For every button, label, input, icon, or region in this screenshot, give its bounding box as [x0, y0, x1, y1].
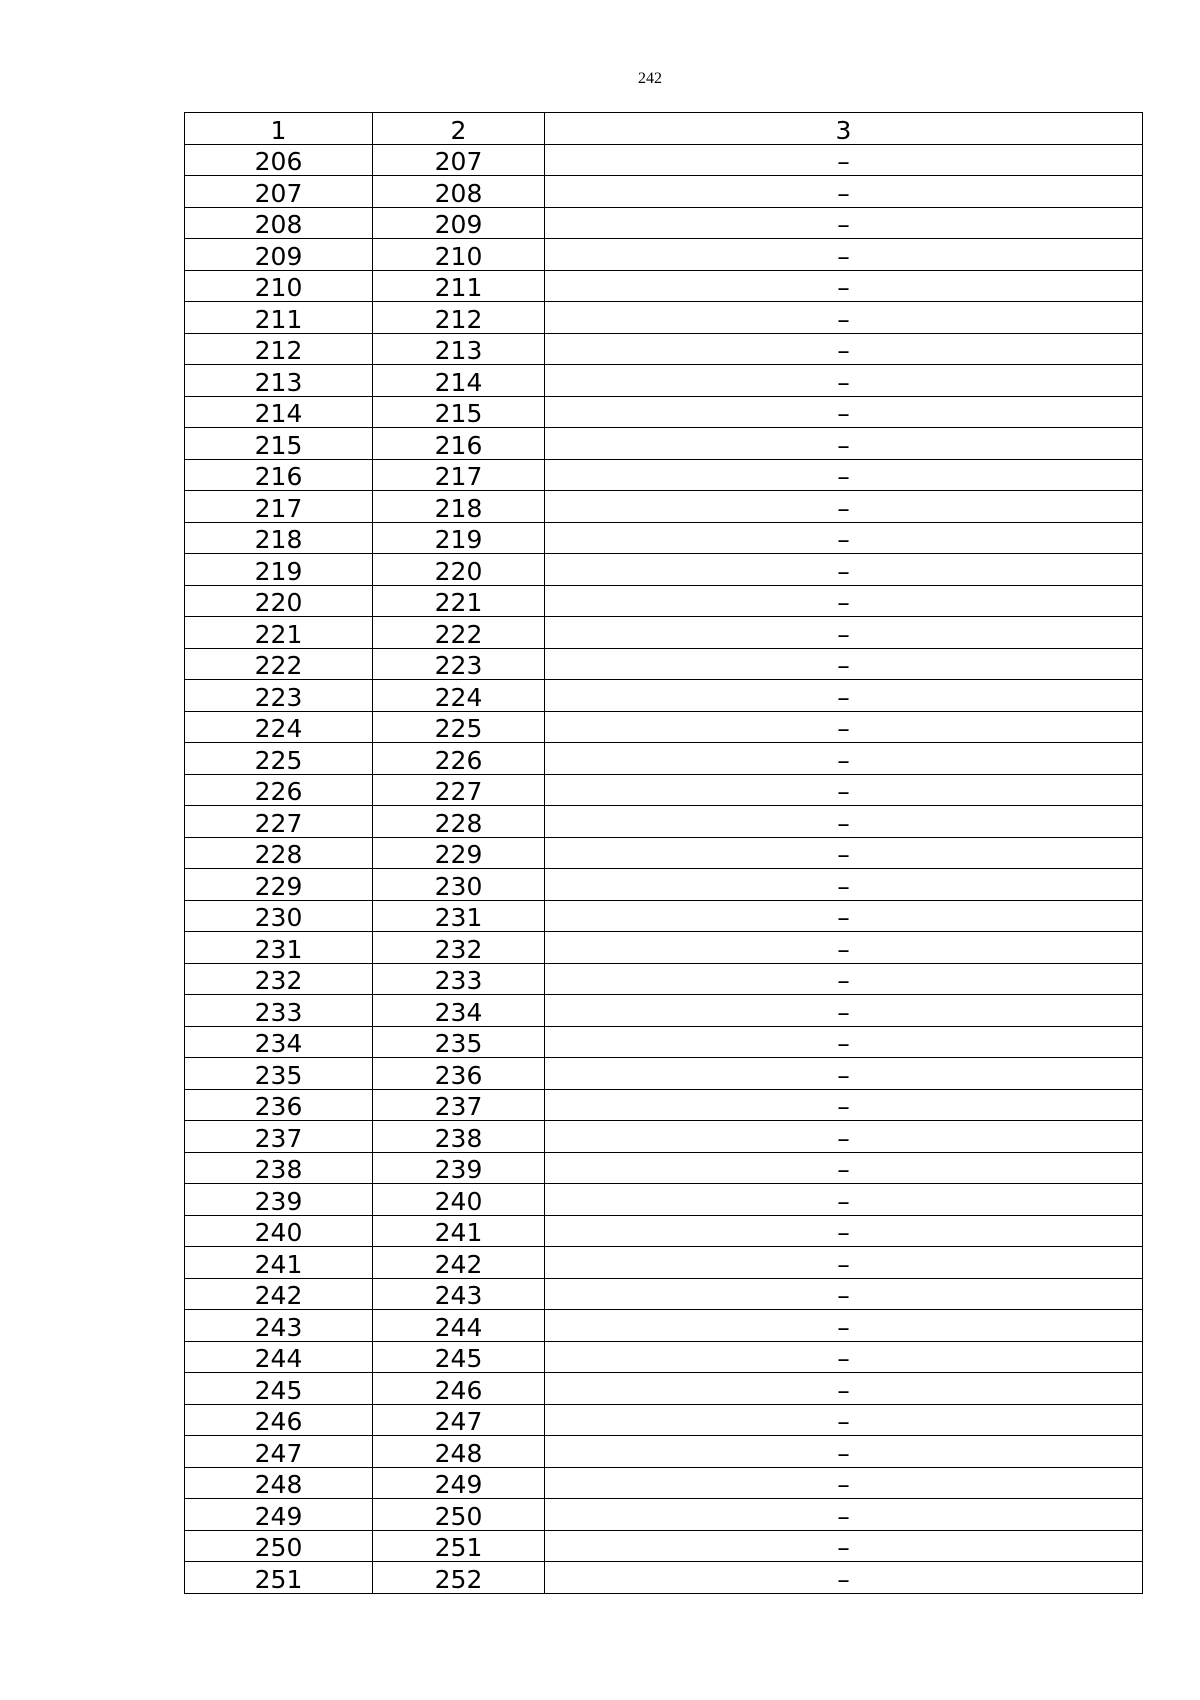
table-cell-col1: 216: [185, 459, 373, 491]
table-cell-col1: 236: [185, 1089, 373, 1121]
table-cell-col3: –: [545, 459, 1143, 491]
table-cell-col3: –: [545, 1499, 1143, 1531]
table-row: [185, 806, 1143, 838]
table-row: [185, 680, 1143, 712]
table-cell-col3: –: [545, 1310, 1143, 1342]
table-cell-col1: 209: [185, 239, 373, 271]
table-cell-col2: 233: [373, 963, 545, 995]
table-cell-col2: 212: [373, 302, 545, 334]
table-cell-col2: 236: [373, 1058, 545, 1090]
table-cell-col3: –: [545, 1562, 1143, 1594]
table-header: [185, 113, 1143, 145]
table-cell-col1: 215: [185, 428, 373, 460]
table-cell-col2: 244: [373, 1310, 545, 1342]
table-row: [185, 711, 1143, 743]
table-row: [185, 239, 1143, 271]
table-row: [185, 932, 1143, 964]
table-cell-col1: 243: [185, 1310, 373, 1342]
table-cell-col3: –: [545, 837, 1143, 869]
table-cell-col3: –: [545, 711, 1143, 743]
table-cell-col2: 251: [373, 1530, 545, 1562]
table-cell-col1: 218: [185, 522, 373, 554]
table-row: [185, 1373, 1143, 1405]
table-row: [185, 491, 1143, 523]
table-cell-col2: 235: [373, 1026, 545, 1058]
column-header-1: 1: [185, 113, 373, 145]
table-row: [185, 837, 1143, 869]
table-cell-col2: 239: [373, 1152, 545, 1184]
table-cell-col3: –: [545, 333, 1143, 365]
table-cell-col1: 211: [185, 302, 373, 334]
table-cell-col2: 208: [373, 176, 545, 208]
table-cell-col2: 214: [373, 365, 545, 397]
table-cell-col2: 217: [373, 459, 545, 491]
table-cell-col3: –: [545, 995, 1143, 1027]
table-row: [185, 459, 1143, 491]
table-cell-col2: 241: [373, 1215, 545, 1247]
table-cell-col2: 223: [373, 648, 545, 680]
table-cell-col1: 239: [185, 1184, 373, 1216]
table-cell-col3: –: [545, 302, 1143, 334]
table-cell-col1: 207: [185, 176, 373, 208]
table-row: [185, 1310, 1143, 1342]
table-cell-col1: 248: [185, 1467, 373, 1499]
table-cell-col2: 227: [373, 774, 545, 806]
table-header-row: [185, 113, 1143, 145]
table-row: [185, 1121, 1143, 1153]
table-cell-col3: –: [545, 1058, 1143, 1090]
table-cell-col1: 229: [185, 869, 373, 901]
table-cell-col1: 240: [185, 1215, 373, 1247]
table-cell-col2: 228: [373, 806, 545, 838]
table-cell-col3: –: [545, 680, 1143, 712]
table-cell-col1: 232: [185, 963, 373, 995]
table-cell-col3: –: [545, 900, 1143, 932]
table-cell-col1: 238: [185, 1152, 373, 1184]
table-cell-col3: –: [545, 869, 1143, 901]
table-row: [185, 995, 1143, 1027]
table-cell-col2: 247: [373, 1404, 545, 1436]
table-cell-col1: 231: [185, 932, 373, 964]
table-cell-col1: 206: [185, 144, 373, 176]
table-row: [185, 554, 1143, 586]
table-cell-col2: 209: [373, 207, 545, 239]
table-cell-col1: 225: [185, 743, 373, 775]
table-row: [185, 1278, 1143, 1310]
table-row: [185, 585, 1143, 617]
table-cell-col3: –: [545, 1089, 1143, 1121]
table-row: [185, 522, 1143, 554]
table-row: [185, 1341, 1143, 1373]
table-row: [185, 1184, 1143, 1216]
column-header-3: 3: [545, 113, 1143, 145]
table-cell-col1: 251: [185, 1562, 373, 1594]
table-cell-col3: –: [545, 806, 1143, 838]
table-row: [185, 396, 1143, 428]
table-cell-col3: –: [545, 396, 1143, 428]
page-number: 242: [638, 70, 662, 87]
table-row: [185, 365, 1143, 397]
table-cell-col1: 217: [185, 491, 373, 523]
table-cell-col2: 242: [373, 1247, 545, 1279]
table-cell-col1: 250: [185, 1530, 373, 1562]
table-cell-col3: –: [545, 1247, 1143, 1279]
table-cell-col1: 219: [185, 554, 373, 586]
table-cell-col1: 244: [185, 1341, 373, 1373]
table-cell-col3: –: [545, 1152, 1143, 1184]
table-row: [185, 176, 1143, 208]
table-cell-col2: 229: [373, 837, 545, 869]
table-cell-col1: 223: [185, 680, 373, 712]
table-cell-col3: –: [545, 1436, 1143, 1468]
table-cell-col3: –: [545, 585, 1143, 617]
table-cell-col1: 220: [185, 585, 373, 617]
table-row: [185, 333, 1143, 365]
table-row: [185, 1026, 1143, 1058]
table-row: [185, 1499, 1143, 1531]
table-cell-col1: 249: [185, 1499, 373, 1531]
table-cell-col1: 234: [185, 1026, 373, 1058]
table-cell-col1: 227: [185, 806, 373, 838]
table-cell-col2: 215: [373, 396, 545, 428]
table-row: [185, 743, 1143, 775]
table-cell-col3: –: [545, 932, 1143, 964]
table-cell-col3: –: [545, 176, 1143, 208]
table-cell-col3: –: [545, 270, 1143, 302]
table-cell-col3: –: [545, 1467, 1143, 1499]
table-cell-col2: 249: [373, 1467, 545, 1499]
table-cell-col3: –: [545, 207, 1143, 239]
table-cell-col1: 226: [185, 774, 373, 806]
table-cell-col1: 237: [185, 1121, 373, 1153]
table-cell-col2: 220: [373, 554, 545, 586]
table-cell-col2: 221: [373, 585, 545, 617]
table-cell-col1: 213: [185, 365, 373, 397]
table-cell-col1: 228: [185, 837, 373, 869]
table-cell-col2: 211: [373, 270, 545, 302]
table-cell-col1: 224: [185, 711, 373, 743]
table-row: [185, 1530, 1143, 1562]
table-cell-col3: –: [545, 1278, 1143, 1310]
table-row: [185, 869, 1143, 901]
table-cell-col2: 226: [373, 743, 545, 775]
table-row: [185, 1436, 1143, 1468]
table-cell-col3: –: [545, 1373, 1143, 1405]
table-cell-col2: 224: [373, 680, 545, 712]
table-cell-col2: 210: [373, 239, 545, 271]
table-cell-col2: 225: [373, 711, 545, 743]
table-cell-col2: 240: [373, 1184, 545, 1216]
data-table: [184, 112, 1143, 1594]
table-cell-col2: 250: [373, 1499, 545, 1531]
table-row: [185, 1058, 1143, 1090]
table-cell-col3: –: [545, 365, 1143, 397]
table-cell-col2: 245: [373, 1341, 545, 1373]
table-cell-col2: 232: [373, 932, 545, 964]
table-cell-col2: 222: [373, 617, 545, 649]
table-cell-col1: 222: [185, 648, 373, 680]
table-cell-col3: –: [545, 554, 1143, 586]
table-row: [185, 1247, 1143, 1279]
table-cell-col3: –: [545, 1026, 1143, 1058]
table-row: [185, 1404, 1143, 1436]
table-cell-col3: –: [545, 239, 1143, 271]
table-cell-col1: 221: [185, 617, 373, 649]
table-cell-col2: 230: [373, 869, 545, 901]
table-cell-col3: –: [545, 743, 1143, 775]
table-cell-col3: –: [545, 491, 1143, 523]
table-cell-col1: 214: [185, 396, 373, 428]
table-cell-col3: –: [545, 963, 1143, 995]
table-row: [185, 428, 1143, 460]
table-cell-col2: 234: [373, 995, 545, 1027]
table-cell-col3: –: [545, 1341, 1143, 1373]
table-cell-col3: –: [545, 522, 1143, 554]
table-cell-col2: 219: [373, 522, 545, 554]
table-cell-col3: –: [545, 774, 1143, 806]
table-body: [185, 144, 1143, 1593]
table-row: [185, 648, 1143, 680]
table-cell-col2: 231: [373, 900, 545, 932]
table-cell-col3: –: [545, 1215, 1143, 1247]
table-row: [185, 1215, 1143, 1247]
table-cell-col2: 213: [373, 333, 545, 365]
table-row: [185, 207, 1143, 239]
table-cell-col3: –: [545, 144, 1143, 176]
table-cell-col1: 210: [185, 270, 373, 302]
table-cell-col1: 235: [185, 1058, 373, 1090]
table-cell-col2: 246: [373, 1373, 545, 1405]
table-cell-col1: 242: [185, 1278, 373, 1310]
table-cell-col1: 208: [185, 207, 373, 239]
table-row: [185, 963, 1143, 995]
table-cell-col1: 212: [185, 333, 373, 365]
table-cell-col2: 243: [373, 1278, 545, 1310]
table-row: [185, 1089, 1143, 1121]
table-row: [185, 617, 1143, 649]
table-row: [185, 1467, 1143, 1499]
table-cell-col2: 237: [373, 1089, 545, 1121]
table-cell-col1: 246: [185, 1404, 373, 1436]
table-row: [185, 1562, 1143, 1594]
table-cell-col2: 216: [373, 428, 545, 460]
table-row: [185, 774, 1143, 806]
table-cell-col1: 241: [185, 1247, 373, 1279]
table-row: [185, 1152, 1143, 1184]
table-cell-col2: 207: [373, 144, 545, 176]
table-row: [185, 900, 1143, 932]
table-cell-col3: –: [545, 1404, 1143, 1436]
table-cell-col2: 218: [373, 491, 545, 523]
table-cell-col2: 252: [373, 1562, 545, 1594]
table-cell-col1: 230: [185, 900, 373, 932]
column-header-2: 2: [373, 113, 545, 145]
table-cell-col2: 238: [373, 1121, 545, 1153]
table-cell-col3: –: [545, 1184, 1143, 1216]
table-cell-col1: 233: [185, 995, 373, 1027]
table-cell-col3: –: [545, 648, 1143, 680]
table-row: [185, 302, 1143, 334]
table-cell-col3: –: [545, 428, 1143, 460]
table-row: [185, 270, 1143, 302]
table-cell-col2: 248: [373, 1436, 545, 1468]
table-cell-col1: 247: [185, 1436, 373, 1468]
table-cell-col3: –: [545, 1530, 1143, 1562]
table-row: [185, 144, 1143, 176]
table-cell-col1: 245: [185, 1373, 373, 1405]
table-cell-col3: –: [545, 1121, 1143, 1153]
table-cell-col3: –: [545, 617, 1143, 649]
